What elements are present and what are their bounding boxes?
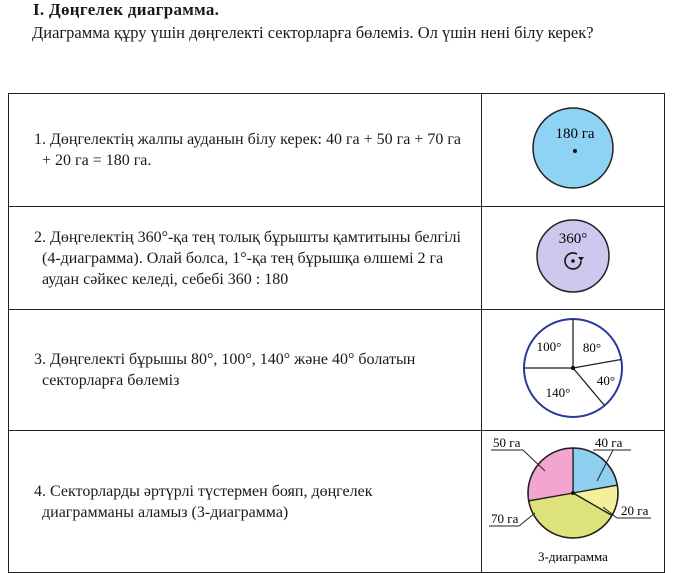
sector-label-40: 40°: [596, 372, 616, 388]
step-1-figure-cell: [481, 94, 664, 207]
pie-slice-2: [528, 448, 573, 501]
step-3-figure-cell: [481, 310, 664, 431]
pie-leader-line: [519, 513, 535, 526]
pie-label-4: 20 га: [620, 503, 649, 518]
table-row: [9, 310, 665, 431]
full-angle-circle: [533, 216, 613, 296]
step-3-text-cell: [9, 310, 482, 431]
step-1-text: 1. Дөңгелектің жалпы ауданын білу керек: 40 га + 50 га + 70 га + 20 га = 180 га.: [34, 131, 461, 169]
pie-label-1: 40 га: [594, 435, 623, 450]
pie-chart: [485, 431, 661, 567]
steps-table: [8, 93, 665, 573]
pie-label-3: 70 га: [490, 511, 519, 526]
total-area-circle: [528, 103, 618, 193]
full-angle-label: 360°: [558, 230, 588, 247]
sector-label-80: 80°: [582, 339, 602, 355]
step-2-figure-cell: [481, 207, 664, 310]
sectors-circle: [520, 315, 626, 421]
intro-paragraph: Диаграмма құру үшін дөңгелекті секторларға бөлеміз. Ол үшін нені білу керек?: [32, 23, 594, 42]
step-2-text-cell: [9, 207, 482, 310]
step-4-text: 4. Секторларды әртүрлі түстермен бояп, дөңгелек диаграмманы аламыз (3-диаграмма): [34, 482, 373, 521]
table-row: [9, 94, 665, 207]
step-4-figure-cell: [481, 431, 664, 573]
step-2-text: 2. Дөңгелектің 360°-қа тең толық бұрышты қамтитыны белгілі (4-диаграмма). Олай болса, 1°-қа тең бұрышқа өлшемі 2 га аудан сәйкес келеді, себебі 360 : 180: [34, 228, 461, 288]
total-area-label: 180 га: [555, 125, 595, 142]
step-1-text-cell: [9, 94, 482, 207]
table-row: [9, 431, 665, 573]
step-3-text: 3. Дөңгелекті бұрышы 80°, 100°, 140° және 40° болатын секторларға бөлеміз: [34, 351, 416, 389]
pie-label-2: 50 га: [492, 435, 521, 450]
section-heading: I. Дөңгелек диаграмма.: [33, 0, 220, 19]
table-row: [9, 207, 665, 310]
step-4-text-cell: [9, 431, 482, 573]
sector-label-100: 100°: [536, 338, 562, 354]
pie-caption: 3-диаграмма: [537, 549, 608, 564]
pie-center: [571, 491, 575, 495]
sector-label-140: 140°: [545, 384, 571, 400]
